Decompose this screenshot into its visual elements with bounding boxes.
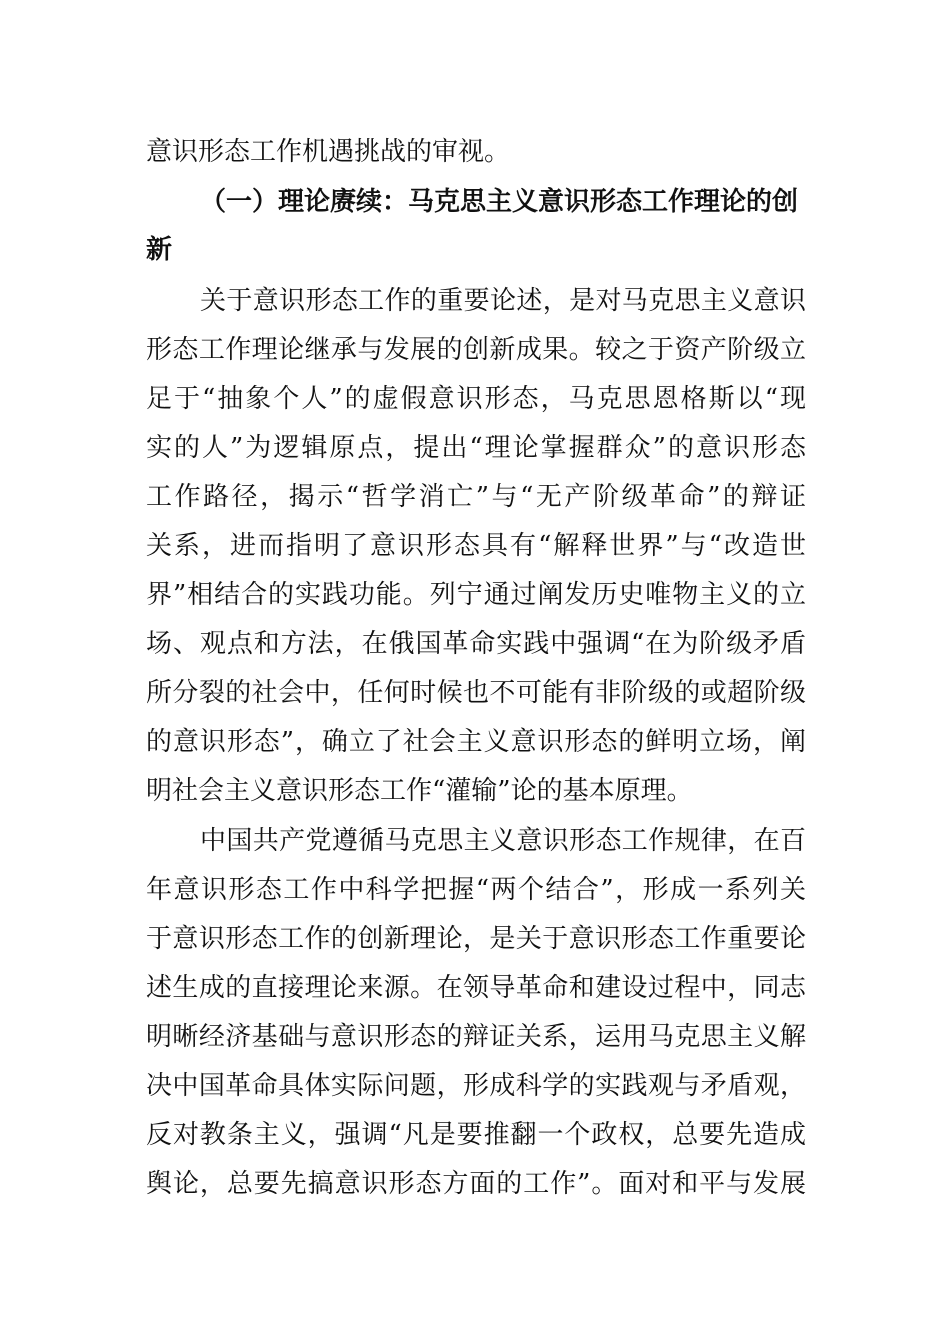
paragraph-line: 足于“抽象个人”的虚假意识形态，马克思恩格斯以“现	[146, 384, 806, 414]
text-line: 意识形态工作机遇挑战的审视。	[146, 137, 511, 167]
paragraph-line: 反对教条主义，强调“凡是要推翻一个政权，总要先造成	[146, 1120, 806, 1150]
paragraph-line: 舆论，总要先搞意识形态方面的工作”。面对和平与发展	[146, 1169, 806, 1199]
paragraph-line: 界”相结合的实践功能。列宁通过阐发历史唯物主义的立	[146, 580, 806, 610]
paragraph-line: 实的人”为逻辑原点，提出“理论掌握群众”的意识形态	[146, 433, 806, 463]
paragraph-line: 决中国革命具体实际问题，形成科学的实践观与矛盾观，	[146, 1071, 806, 1101]
paragraph-line: 述生成的直接理论来源。在领导革命和建设过程中，同志	[146, 973, 806, 1003]
paragraph-line: 关于意识形态工作的重要论述，是对马克思主义意识	[200, 286, 806, 316]
paragraph-line: 于意识形态工作的创新理论，是关于意识形态工作重要论	[146, 924, 806, 954]
section-heading: （一）理论赓续：马克思主义意识形态工作理论的创	[200, 187, 799, 217]
paragraph-line: 年意识形态工作中科学把握“两个结合”，形成一系列关	[146, 875, 806, 905]
section-heading-continuation: 新	[146, 235, 173, 265]
paragraph-line: 明晰经济基础与意识形态的辩证关系，运用马克思主义解	[146, 1022, 806, 1052]
paragraph-line: 工作路径，揭示“哲学消亡”与“无产阶级革命”的辩证	[146, 482, 806, 512]
paragraph-line: 中国共产党遵循马克思主义意识形态工作规律，在百	[200, 826, 806, 856]
paragraph-line: 的意识形态”，确立了社会主义意识形态的鲜明立场，阐	[146, 727, 806, 757]
paragraph-line: 形态工作理论继承与发展的创新成果。较之于资产阶级立	[146, 335, 806, 365]
paragraph-line: 所分裂的社会中，任何时候也不可能有非阶级的或超阶级	[146, 678, 806, 708]
paragraph-line: 明社会主义意识形态工作“灌输”论的基本原理。	[146, 776, 693, 806]
paragraph-line: 关系，进而指明了意识形态具有“解释世界”与“改造世	[146, 531, 806, 561]
paragraph-line: 场、观点和方法，在俄国革命实践中强调“在为阶级矛盾	[146, 629, 806, 659]
